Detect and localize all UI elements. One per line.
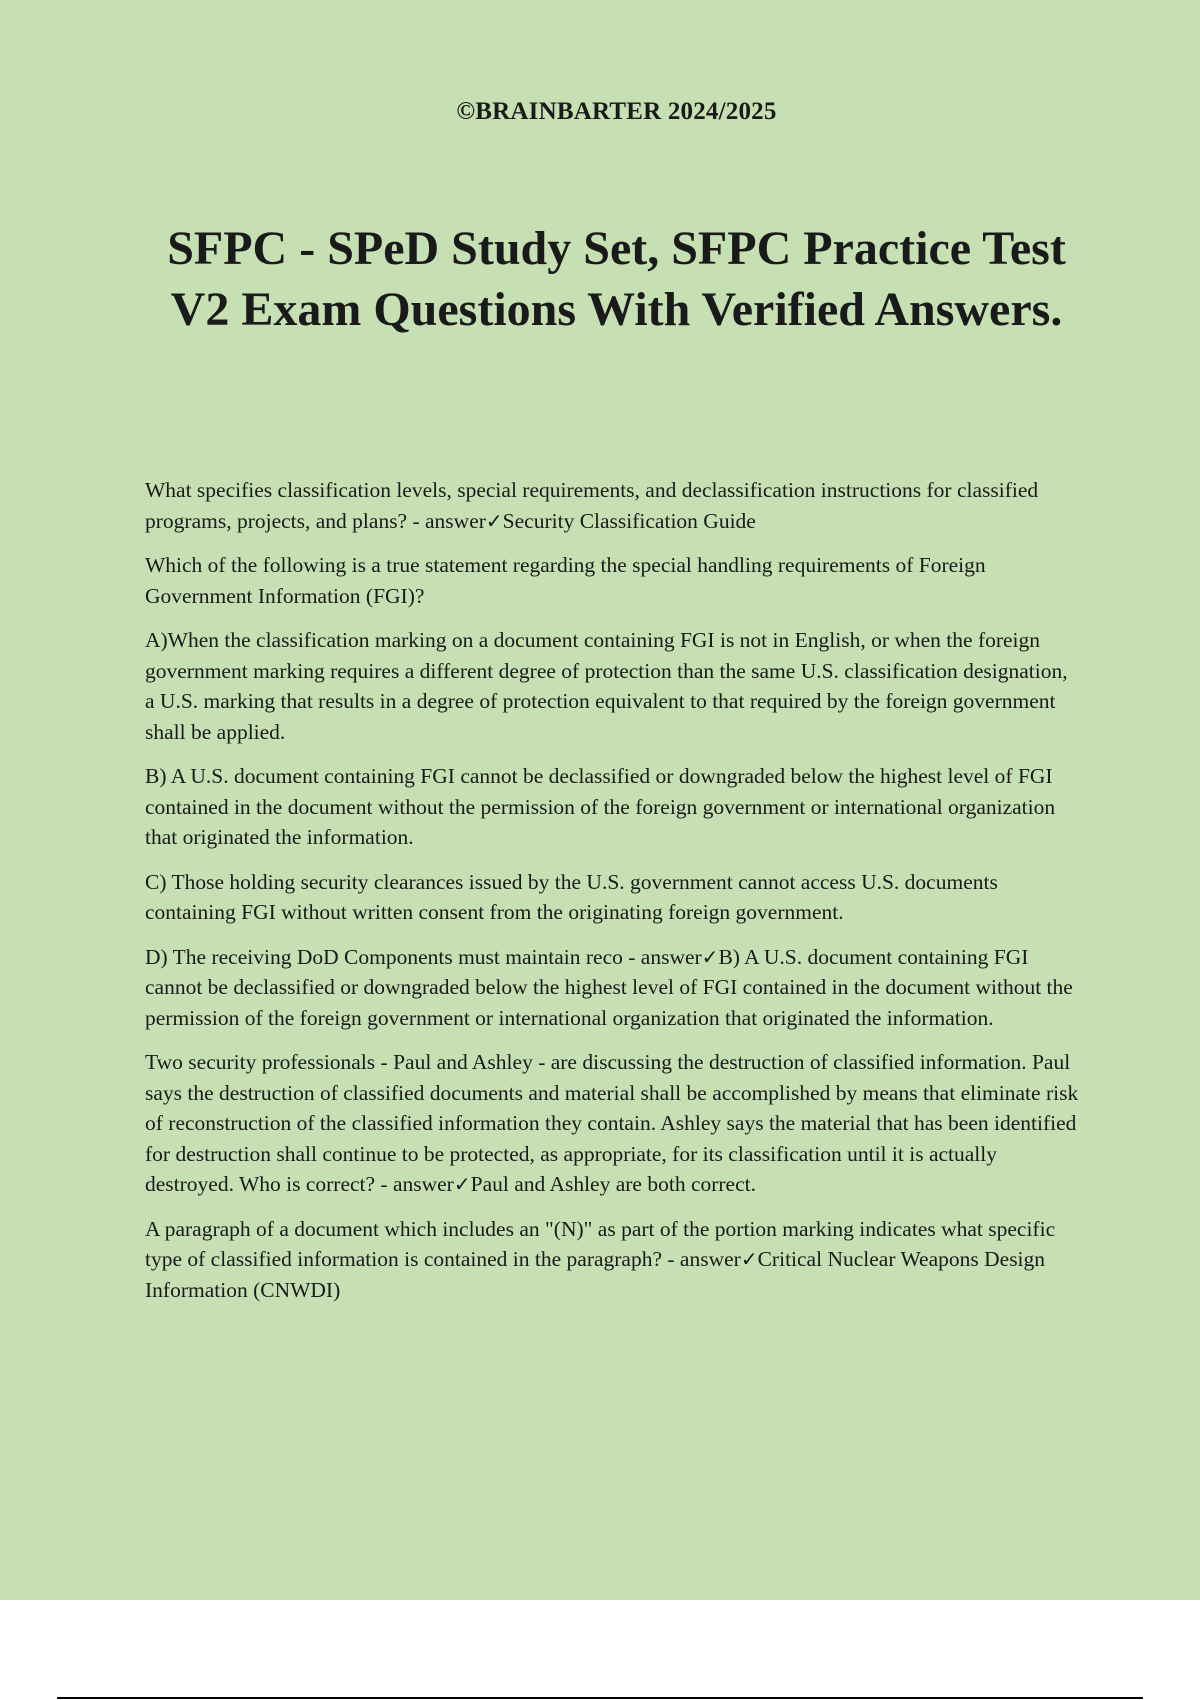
paragraph-text: A paragraph of a document which includes an "(N)" as part of the portion marking indicates what specific type of classified information is contained in the paragraph? - answer — [145, 1216, 1056, 1271]
answer-text: B) A U.S. document containing FGI cannot be declassified or downgraded below the highest level of FGI contained in the document without the permission of the foreign government or international organization that originated the information. — [145, 944, 1073, 1030]
paragraph-text: A)When the classification marking on a document containing FGI is not in English, or when the foreign government marking requires a different degree of protection than the same U.S. classification designation, a U.S. marking that results in a degree of protection equivalent to that required by the foreign government shall be applied. — [145, 628, 1068, 744]
paragraph-text: B) A U.S. document containing FGI cannot be declassified or downgraded below the highest level of FGI contained in the document without the permission of the foreign government or international organization that originated the information. — [145, 764, 1056, 849]
paragraph-text: D) The receiving DoD Components must maintain reco - answer — [145, 944, 702, 969]
answer-text: Critical Nuclear Weapons Design Information (CNWDI) — [145, 1247, 1046, 1302]
check-icon: ✓ — [485, 508, 503, 533]
copyright-header: ©BRAINBARTER 2024/2025 — [456, 98, 777, 125]
paragraph-text: Which of the following is a true statement regarding the special handling requirements of Foreign Government Information (FGI)? — [145, 553, 986, 608]
option-paragraph — [145, 942, 1080, 1034]
check-icon: ✓ — [453, 1172, 471, 1196]
question-paragraph — [145, 550, 1080, 611]
check-icon: ✓ — [740, 1247, 758, 1271]
option-paragraph — [145, 867, 1080, 928]
question-paragraph — [145, 475, 1080, 536]
footer-divider — [57, 1697, 1143, 1699]
document-body — [145, 475, 1080, 1319]
document-title — [100, 218, 1133, 340]
option-paragraph — [145, 761, 1080, 853]
title-line-2: V2 Exam Questions With Verified Answers. — [170, 283, 1063, 336]
paragraph-text: C) Those holding security clearances issued by the U.S. government cannot access U.S. documents containing FGI without written consent from the originating foreign government. — [145, 869, 998, 924]
check-icon: ✓ — [701, 944, 719, 969]
question-paragraph — [145, 1047, 1080, 1200]
answer-text: Security Classification Guide — [502, 508, 756, 533]
paragraph-text: What specifies classification levels, special requirements, and declassification instructions for classified programs, projects, and plans? - answer — [145, 478, 1039, 533]
paragraph-text: Two security professionals - Paul and Ashley - are discussing the destruction of classified information. Paul says the destruction of classified documents and material shall be accomplished by means that eliminate risk of reconstruction of the classified information they contain. Ashley says the material that has been identified for destruction shall continue to be protected, as appropriate, for its classification until it is actually destroyed. Who is correct? - answer — [145, 1050, 1079, 1196]
answer-text: Paul and Ashley are both correct. — [470, 1172, 756, 1196]
option-paragraph — [145, 625, 1080, 747]
title-line-1: SFPC - SPeD Study Set, SFPC Practice Test — [167, 222, 1066, 275]
question-paragraph — [145, 1214, 1080, 1306]
